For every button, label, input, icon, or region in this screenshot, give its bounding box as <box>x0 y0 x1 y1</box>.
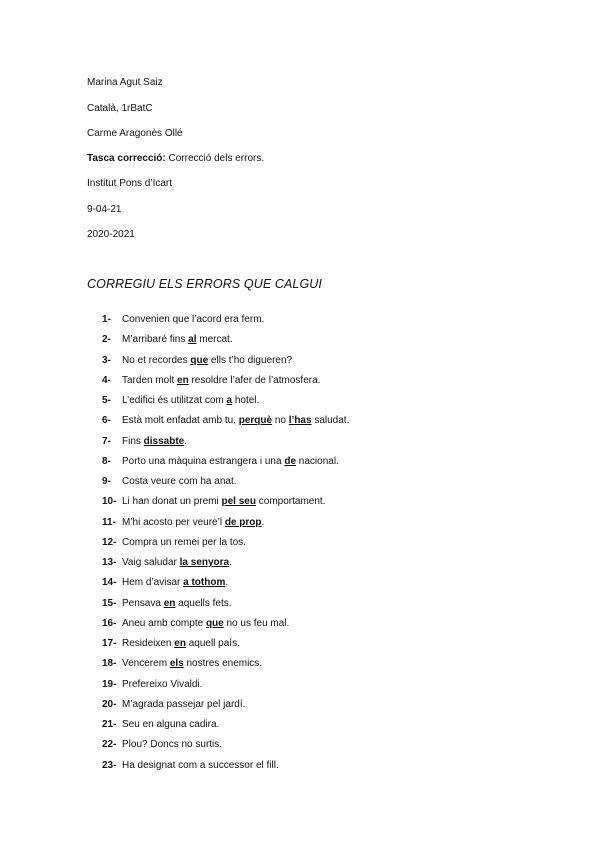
corrected-word: en <box>163 597 176 609</box>
item-number: 13- <box>102 557 117 568</box>
corrected-word: pel seu <box>221 496 256 508</box>
task-line <box>87 153 264 165</box>
item-text-segment: M’arribaré fins <box>122 334 189 346</box>
item-text-segment: Compra un remei per la tos. <box>122 536 246 548</box>
corrected-word: l’has <box>288 415 312 427</box>
item-number: 9- <box>102 476 111 487</box>
item-text-segment: . <box>225 577 229 589</box>
item-text <box>122 354 292 368</box>
item-text <box>122 414 349 428</box>
item-number: 19- <box>102 678 117 690</box>
item-text-segment: Li han donat un premi <box>122 496 222 508</box>
task-value: Correcció dels errors. <box>168 153 265 164</box>
item-number: 4- <box>102 374 111 386</box>
item-number: 1- <box>102 314 111 325</box>
item-text-segment: Vencerem <box>122 658 170 670</box>
school-year: 2020-2021 <box>87 229 135 240</box>
corrected-word: en <box>177 374 189 386</box>
corrected-word: dissabte <box>143 435 185 447</box>
item-number: 10- <box>102 496 117 508</box>
item-text <box>122 394 259 408</box>
item-number: 16- <box>102 617 117 629</box>
item-text-segment: . <box>184 435 188 447</box>
item-text-segment: Aneu amb compte <box>122 617 206 629</box>
item-text <box>122 313 264 327</box>
item-text-segment: Fins <box>122 435 144 447</box>
item-number: 7- <box>102 435 111 447</box>
item-text-segment: Porto una màquina estrangera i una <box>122 455 285 467</box>
corrected-word: que <box>205 617 224 629</box>
item-text-segment: no us feu mal. <box>223 617 290 629</box>
student-name: Marina Agut Saiz <box>87 77 163 88</box>
item-text <box>122 637 240 651</box>
item-text-segment: . <box>229 557 232 568</box>
item-text <box>122 597 232 611</box>
item-text <box>122 718 219 732</box>
item-text-segment: Resideixen <box>122 638 175 649</box>
item-text-segment: Està molt enfadat amb tu, <box>122 415 239 427</box>
item-text-segment: aquell país. <box>185 638 240 649</box>
item-text <box>122 678 202 692</box>
item-text-segment: Costa veure com ha anat. <box>122 476 237 487</box>
item-text <box>122 738 222 752</box>
item-text <box>122 698 245 712</box>
corrected-word: al <box>188 334 197 346</box>
item-number: 21- <box>102 719 117 730</box>
item-number: 20- <box>102 698 117 710</box>
item-text <box>122 657 262 671</box>
item-text-segment: Tarden molt <box>122 374 178 386</box>
corrected-word: els <box>169 658 184 670</box>
item-text-segment: mercat. <box>196 334 233 346</box>
item-text-segment: nacional. <box>296 455 339 467</box>
item-text-segment: M’hi acosto per veure’l <box>122 516 225 528</box>
item-text <box>122 576 228 590</box>
item-text <box>122 374 320 388</box>
item-text-segment: ells t’ho digueren? <box>208 354 293 366</box>
task-label: Tasca correcció: <box>87 153 166 164</box>
item-text-segment: M’agrada passejar pel jardí. <box>122 698 246 710</box>
item-text-segment: resoldre l’afer de l’atmosfera. <box>188 374 321 386</box>
student-class: Català, 1rBatC <box>87 103 153 114</box>
item-text-segment: Seu en alguna cadira. <box>122 719 220 730</box>
item-text-segment: no <box>272 415 289 427</box>
item-text-segment: Plou? Doncs no surtis. <box>122 739 223 751</box>
corrected-word: a <box>226 395 233 406</box>
item-text-segment: Hem d’avisar <box>122 577 184 589</box>
item-text-segment: nostres enemics. <box>183 658 263 670</box>
item-number: 3- <box>102 354 111 366</box>
item-number: 18- <box>102 658 117 670</box>
corrected-word: de prop <box>224 516 262 528</box>
date: 9-04-21 <box>87 204 122 215</box>
item-text-segment: aquells fets. <box>175 597 232 609</box>
item-text <box>122 617 289 631</box>
item-number: 11- <box>102 516 116 528</box>
item-number: 6- <box>102 415 111 427</box>
item-text-segment: hotel. <box>232 395 260 406</box>
item-text <box>122 536 246 550</box>
item-number: 23- <box>102 759 117 771</box>
item-text <box>122 455 339 469</box>
corrected-word: la senyora <box>179 557 230 568</box>
item-text <box>122 556 232 570</box>
page-title: CORREGIU ELS ERRORS QUE CALGUI <box>87 277 322 291</box>
item-number: 14- <box>102 577 117 589</box>
item-text-segment: Prefereixo Vivaldi. <box>122 678 203 690</box>
item-text-segment: Ha designat com a successor el fill. <box>122 759 279 771</box>
item-text-segment: Vaig saludar <box>122 557 180 568</box>
item-text-segment: Convenien que l’acord era ferm. <box>122 314 265 325</box>
item-number: 2- <box>102 334 111 346</box>
item-number: 22- <box>102 739 117 751</box>
item-text <box>122 516 264 530</box>
item-text <box>122 475 237 489</box>
item-number: 5- <box>102 395 111 406</box>
item-text-segment: Pensava <box>122 597 164 609</box>
corrected-word: perquè <box>238 415 273 427</box>
item-number: 12- <box>102 536 117 548</box>
item-text-segment: saludat. <box>311 415 350 427</box>
item-number: 17- <box>102 638 117 649</box>
school-name: Institut Pons d’Icart <box>87 178 173 189</box>
item-text-segment: comportament. <box>255 496 326 508</box>
item-text <box>122 759 279 773</box>
item-text <box>122 333 233 347</box>
corrected-word: de <box>284 455 297 467</box>
item-text <box>122 495 325 509</box>
item-text-segment: No et recordes <box>122 354 191 366</box>
corrected-word: a tothom <box>183 577 226 589</box>
corrected-word: en <box>174 638 186 649</box>
teacher-name: Carme Aragonès Ollé <box>87 128 183 139</box>
item-number: 8- <box>102 455 111 467</box>
item-text-segment: . <box>261 516 265 528</box>
item-text <box>122 435 187 449</box>
item-text-segment: L’edifici és utilitzat com <box>122 395 227 406</box>
item-number: 15- <box>102 597 117 609</box>
corrected-word: que <box>190 354 209 366</box>
